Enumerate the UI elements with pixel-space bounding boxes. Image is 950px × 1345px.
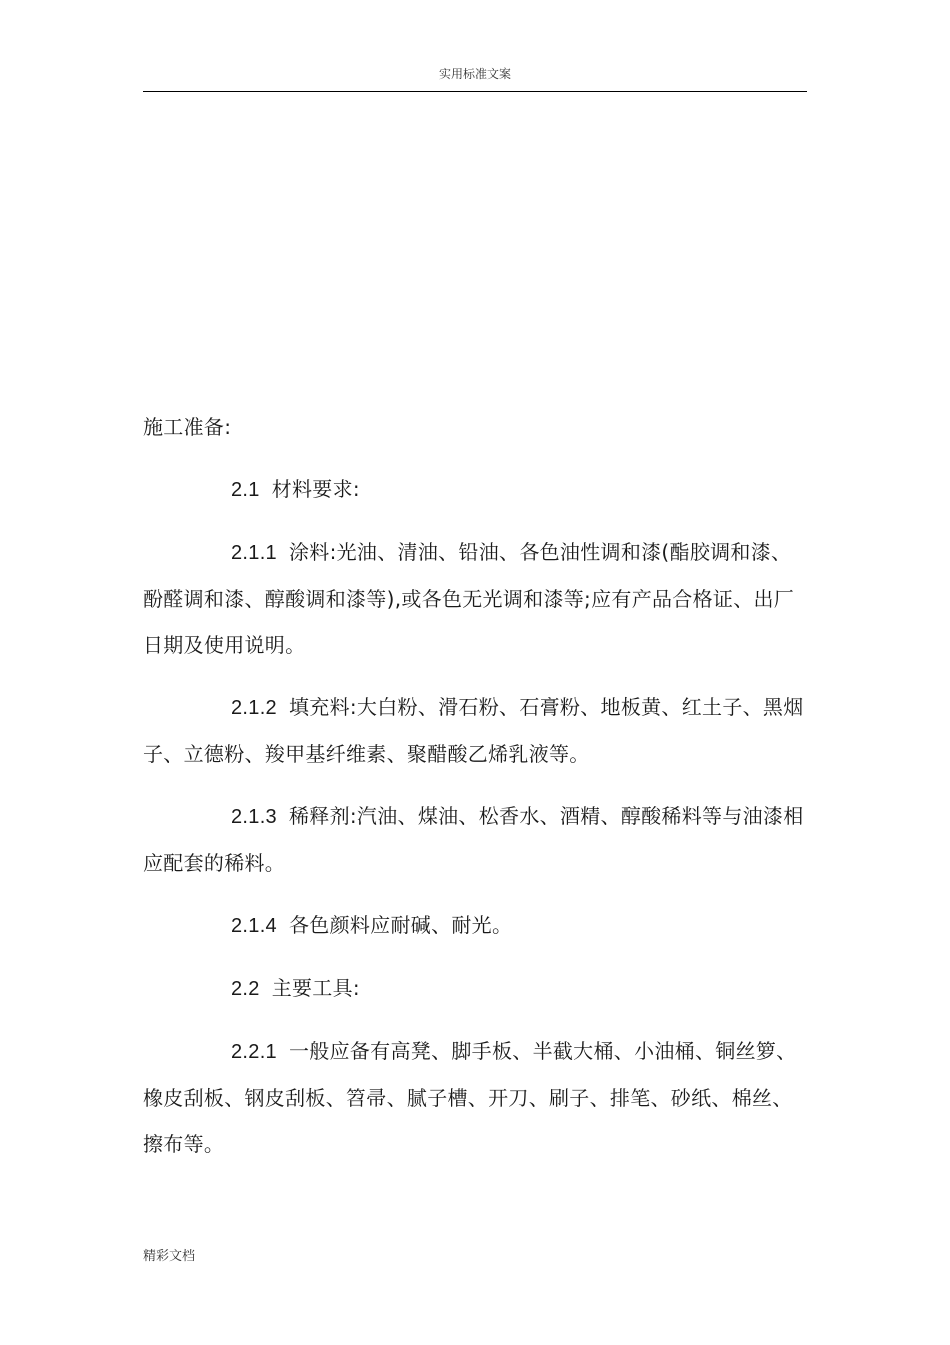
section-number: 2.1.4 xyxy=(231,915,277,937)
section-heading: 施工准备: xyxy=(143,415,232,439)
paragraph-text: 主要工具: xyxy=(271,976,360,1000)
page-footer-text: 精彩文档 xyxy=(143,1249,196,1264)
section-number: 2.1.2 xyxy=(231,697,277,719)
paragraph-text: 材料要求: xyxy=(271,477,360,501)
paragraph-2-2-1 xyxy=(143,1028,807,1167)
section-number: 2.1 xyxy=(231,479,260,501)
paragraph-2-1-3 xyxy=(143,793,807,886)
section-number: 2.2 xyxy=(231,978,260,1000)
section-number: 2.1.1 xyxy=(231,542,277,564)
document-body xyxy=(143,404,807,1183)
paragraph-2-1 xyxy=(143,466,807,513)
paragraph-text: 各色颜料应耐碱、耐光。 xyxy=(288,913,513,937)
paragraph-2-1-1 xyxy=(143,529,807,668)
paragraph-2-1-2 xyxy=(143,684,807,777)
page-header-title: 实用标准文案 xyxy=(438,67,511,81)
paragraph-2-2 xyxy=(143,965,807,1012)
section-number: 2.1.3 xyxy=(231,806,277,828)
paragraph-text: 稀释剂:汽油、煤油、松香水、酒精、醇酸稀料等与油漆相应配套的稀料。 xyxy=(143,804,804,875)
header-divider xyxy=(143,91,807,92)
paragraph-text: 涂料:光油、清油、铅油、各色油性调和漆(酯胶调和漆、酚醛调和漆、醇酸调和漆等),或各色无光调和漆等;应有产品合格证、出厂日期及使用说明。 xyxy=(143,540,795,657)
paragraph-2-1-4 xyxy=(143,902,807,949)
section-number: 2.2.1 xyxy=(231,1041,277,1063)
paragraph-text: 一般应备有高凳、脚手板、半截大桶、小油桶、铜丝箩、橡皮刮板、钢皮刮板、笤帚、腻子槽、开刀、刷子、排笔、砂纸、棉丝、擦布等。 xyxy=(143,1039,797,1156)
paragraph-text: 填充料:大白粉、滑石粉、石膏粉、地板黄、红土子、黑烟子、立德粉、羧甲基纤维素、聚醋酸乙烯乳液等。 xyxy=(143,695,804,766)
